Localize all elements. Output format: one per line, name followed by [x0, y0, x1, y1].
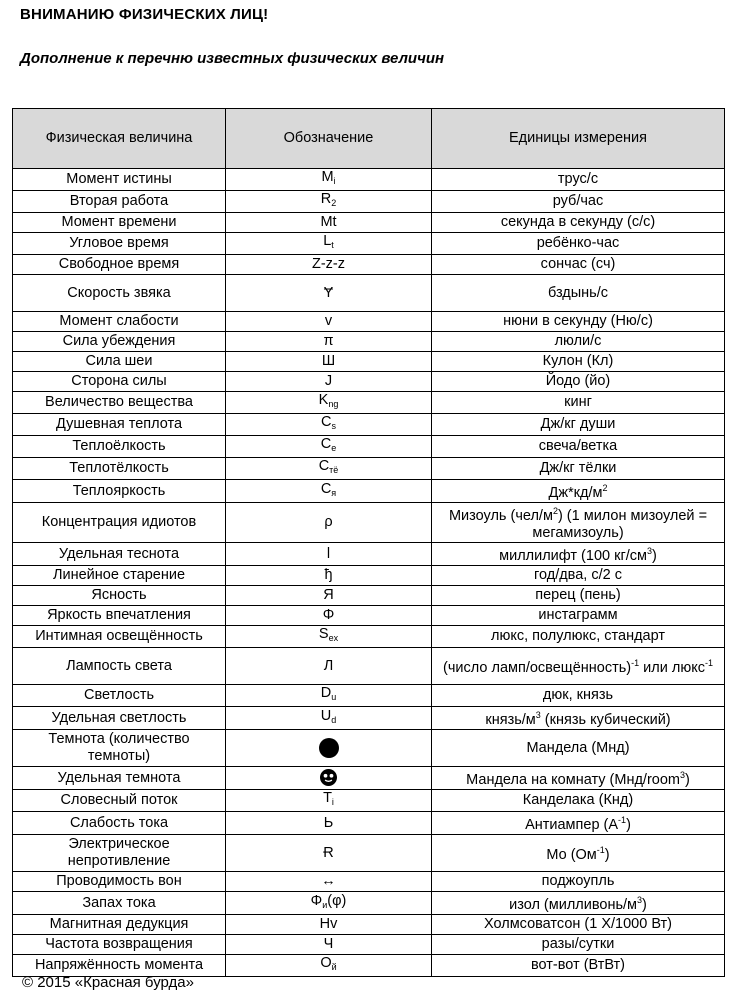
- unit-text: Кулон (Кл): [542, 353, 614, 369]
- unit-text: (князь кубический): [540, 712, 671, 728]
- quantity-name: Вторая работа: [13, 191, 226, 213]
- symbol-main: C: [321, 414, 332, 430]
- filled-circle-icon: [319, 738, 339, 758]
- unit-text: разы/сутки: [541, 936, 615, 952]
- quantity-unit: [432, 790, 725, 812]
- quantity-symbol: [226, 730, 432, 767]
- quantity-name: Удельная теснота: [13, 543, 226, 566]
- table-row: [13, 312, 725, 332]
- unit-text: бздынь/с: [547, 284, 609, 301]
- quantity-name: Яркость впечатления: [13, 606, 226, 626]
- table-row: [13, 626, 725, 648]
- symbol-main: C: [320, 436, 332, 452]
- symbol-subscript: ex: [328, 633, 339, 643]
- quantity-symbol: [226, 707, 432, 730]
- table-row: [13, 191, 725, 213]
- symbol-main: Ь: [323, 814, 334, 831]
- quantity-unit: [432, 352, 725, 372]
- symbol-main: Ч: [323, 936, 334, 952]
- unit-text: ): [685, 772, 690, 788]
- quantity-symbol: [226, 392, 432, 414]
- table-row: [13, 935, 725, 955]
- quantity-symbol: [226, 436, 432, 458]
- quantity-unit: [432, 503, 725, 543]
- symbol-main: Ɏ: [323, 284, 334, 301]
- table-row: [13, 685, 725, 707]
- symbol-subscript: я: [331, 487, 337, 498]
- smiley-face-icon: [320, 769, 337, 786]
- symbol-main: Φ: [310, 892, 323, 909]
- unit-text: ) (1 милон мизоулей = мегамизоуль): [532, 508, 708, 541]
- quantity-name: Момент истины: [13, 169, 226, 191]
- unit-text: люкс, полулюкс, стандарт: [491, 628, 665, 644]
- quantity-unit: [432, 707, 725, 730]
- unit-text: руб/час: [552, 193, 604, 209]
- unit-text: изол (милливонь/м: [509, 897, 638, 913]
- quantity-symbol: [226, 915, 432, 935]
- quantity-symbol: [226, 935, 432, 955]
- symbol-main: Mt: [320, 214, 337, 230]
- quantity-symbol: [226, 835, 432, 872]
- unit-text: секунда в секунду (с/с): [500, 214, 656, 230]
- unit-text: Дж/кг тёлки: [539, 460, 617, 476]
- quantity-name: Напряжённость момента: [13, 955, 226, 977]
- unit-text: Антиампер (А: [525, 817, 619, 833]
- page-title: ВНИМАНИЮ ФИЗИЧЕСКИХ ЛИЦ!: [20, 6, 269, 23]
- symbol-main: C: [318, 458, 330, 474]
- symbol-subscript: и: [322, 899, 328, 910]
- table-row: [13, 458, 725, 480]
- unit-text: Мандела на комнату (Мнд/room: [466, 772, 680, 788]
- unit-text: нюни в секунду (Ню/с): [503, 313, 653, 329]
- quantity-symbol: [226, 767, 432, 790]
- symbol-main: ↔: [321, 873, 336, 889]
- quantity-name: Слабость тока: [13, 812, 226, 835]
- quantity-unit: [432, 835, 725, 872]
- quantity-symbol: [226, 458, 432, 480]
- symbol-subscript: е: [331, 443, 337, 453]
- quantity-unit: [432, 312, 725, 332]
- unit-superscript: -1: [631, 658, 640, 668]
- symbol-main: J: [324, 373, 333, 389]
- unit-text: Канделака (Кнд): [522, 792, 634, 808]
- quantity-unit: [432, 935, 725, 955]
- table-row: [13, 372, 725, 392]
- table-row: [13, 915, 725, 935]
- quantity-unit: [432, 392, 725, 414]
- quantity-name: Угловое время: [13, 233, 226, 255]
- table-row: [13, 730, 725, 767]
- quantity-unit: [432, 812, 725, 835]
- table-row: [13, 414, 725, 436]
- quantity-unit: [432, 372, 725, 392]
- table-row: [13, 332, 725, 352]
- quantity-symbol: [226, 503, 432, 543]
- quantity-unit: [432, 767, 725, 790]
- quantity-symbol: [226, 332, 432, 352]
- unit-text: перец (пень): [535, 587, 621, 603]
- unit-text: Дж/кг души: [540, 416, 616, 432]
- quantity-symbol: [226, 606, 432, 626]
- table-row: [13, 392, 725, 414]
- quantity-unit: [432, 414, 725, 436]
- column-header-units: Единицы измерения: [432, 109, 725, 169]
- quantity-name: Электрическое непротивление: [13, 835, 226, 872]
- unit-superscript: 3: [647, 546, 653, 556]
- symbol-subscript: s: [331, 421, 336, 431]
- quantity-unit: [432, 480, 725, 503]
- symbol-main: S: [318, 626, 329, 642]
- table-row: [13, 169, 725, 191]
- quantity-name: Словесный поток: [13, 790, 226, 812]
- quantity-symbol: [226, 566, 432, 586]
- symbol-subscript: u: [331, 692, 337, 702]
- symbol-main: Ш: [321, 353, 336, 369]
- quantity-name: Скорость звяка: [13, 275, 226, 312]
- unit-superscript: 3: [535, 710, 541, 720]
- unit-text: вот-вот (ВтВт): [530, 957, 626, 973]
- quantity-symbol: [226, 191, 432, 213]
- quantity-unit: [432, 626, 725, 648]
- quantity-symbol: [226, 648, 432, 685]
- table-row: [13, 586, 725, 606]
- quantity-symbol: [226, 233, 432, 255]
- table-row: [13, 812, 725, 835]
- unit-superscript: 3: [679, 770, 685, 780]
- quantity-symbol: [226, 543, 432, 566]
- quantity-unit: [432, 586, 725, 606]
- unit-text: Йодо (йо): [545, 373, 611, 389]
- table-row: [13, 892, 725, 915]
- quantity-symbol: [226, 586, 432, 606]
- quantity-symbol: [226, 955, 432, 977]
- quantity-symbol: [226, 872, 432, 892]
- unit-text: Холмсоватсон (1 Х/1000 Вт): [483, 916, 672, 932]
- quantity-name: Проводимость вон: [13, 872, 226, 892]
- symbol-main: π: [323, 333, 334, 349]
- unit-text: сончас (сч): [540, 256, 616, 272]
- symbol-main: ђ: [324, 567, 333, 583]
- quantity-name: Сторона силы: [13, 372, 226, 392]
- symbol-subscript: ng: [328, 399, 339, 409]
- unit-text: миллилифт (100 кг/см: [499, 548, 647, 564]
- unit-text: трус/с: [557, 171, 599, 187]
- unit-superscript: -1: [704, 658, 713, 668]
- quantity-name: Частота возвращения: [13, 935, 226, 955]
- symbol-main: Ɍ: [323, 844, 334, 861]
- unit-text: Дж*кд/м: [548, 485, 603, 501]
- unit-text: люли/с: [554, 333, 602, 349]
- symbol-subscript: d: [331, 714, 337, 725]
- unit-text: ): [652, 548, 657, 564]
- unit-text: ребёнко-час: [536, 235, 620, 251]
- table-row: [13, 503, 725, 543]
- quantity-unit: [432, 191, 725, 213]
- symbol-subscript: 2: [331, 198, 337, 208]
- unit-text: инстаграмм: [538, 607, 618, 623]
- quantity-symbol: [226, 790, 432, 812]
- symbol-subscript: t: [331, 240, 334, 250]
- table-row: [13, 566, 725, 586]
- quantity-unit: [432, 255, 725, 275]
- quantity-symbol: [226, 213, 432, 233]
- quantity-name: Теплоёлкость: [13, 436, 226, 458]
- copyright: © 2015 «Красная бурда»: [22, 974, 194, 991]
- quantity-symbol: [226, 626, 432, 648]
- quantity-unit: [432, 606, 725, 626]
- unit-text: Мо (Ом: [546, 847, 597, 863]
- quantity-name: Светлость: [13, 685, 226, 707]
- quantity-unit: [432, 685, 725, 707]
- quantity-name: Магнитная дедукция: [13, 915, 226, 935]
- quantity-symbol: [226, 312, 432, 332]
- symbol-main: D: [320, 685, 332, 701]
- quantity-name: Удельная темнота: [13, 767, 226, 790]
- table-row: [13, 213, 725, 233]
- table-row: [13, 835, 725, 872]
- quantity-unit: [432, 955, 725, 977]
- quantity-unit: [432, 872, 725, 892]
- symbol-main: L: [323, 233, 332, 249]
- quantity-name: Душевная теплота: [13, 414, 226, 436]
- table-row: [13, 352, 725, 372]
- symbol-main: Φ: [322, 607, 335, 623]
- table-row: [13, 872, 725, 892]
- quantity-name: Момент времени: [13, 213, 226, 233]
- quantity-name: Сила шеи: [13, 352, 226, 372]
- quantities-table: [12, 108, 725, 977]
- table-row: [13, 543, 725, 566]
- quantity-name: Запах тока: [13, 892, 226, 915]
- symbol-main: Л: [323, 657, 334, 674]
- symbol-main: Я: [323, 587, 334, 603]
- symbol-subscript: тё: [329, 465, 339, 475]
- unit-text: год/два, с/2 с: [534, 567, 622, 583]
- table-row: [13, 606, 725, 626]
- symbol-main: ρ: [324, 514, 333, 530]
- quantity-unit: [432, 566, 725, 586]
- symbol-main: v: [324, 313, 333, 329]
- quantity-symbol: [226, 372, 432, 392]
- unit-text: ): [604, 847, 610, 863]
- unit-text: кинг: [564, 394, 592, 410]
- unit-text: ): [642, 897, 647, 913]
- quantity-unit: [432, 648, 725, 685]
- unit-text: Мандела (Мнд): [526, 739, 630, 756]
- table-row: [13, 707, 725, 730]
- unit-text: Мизоуль (чел/м: [448, 508, 553, 524]
- quantity-symbol: [226, 352, 432, 372]
- quantity-symbol: [226, 414, 432, 436]
- symbol-main: R: [320, 191, 332, 207]
- quantity-unit: [432, 543, 725, 566]
- unit-text: свеча/ветка: [538, 438, 618, 454]
- page-subtitle: Дополнение к перечню известных физических величин: [20, 50, 445, 67]
- symbol-main: U: [320, 707, 332, 724]
- quantity-unit: [432, 169, 725, 191]
- unit-text: поджоупль: [541, 873, 615, 889]
- table-row: [13, 255, 725, 275]
- quantity-symbol: [226, 255, 432, 275]
- symbol-main: M: [321, 169, 334, 185]
- table-row: [13, 480, 725, 503]
- quantity-name: Момент слабости: [13, 312, 226, 332]
- quantity-name: Сила убеждения: [13, 332, 226, 352]
- unit-text: ): [626, 817, 631, 833]
- unit-superscript: -1: [596, 845, 605, 855]
- table-row: [13, 436, 725, 458]
- symbol-main: T: [323, 790, 332, 806]
- unit-text: или люкс: [639, 660, 705, 676]
- column-header-symbol: Обозначение: [226, 109, 432, 169]
- quantity-name: Ясность: [13, 586, 226, 606]
- unit-superscript: 2: [602, 483, 608, 493]
- quantity-unit: [432, 892, 725, 915]
- symbol-main: Z-z-z: [311, 256, 345, 272]
- quantity-symbol: [226, 275, 432, 312]
- symbol-suffix: (φ): [327, 892, 347, 909]
- quantity-name: Свободное время: [13, 255, 226, 275]
- table-row: [13, 648, 725, 685]
- quantity-unit: [432, 213, 725, 233]
- unit-text: (число ламп/освещённость): [443, 660, 632, 676]
- symbol-main: Hv: [319, 916, 338, 932]
- quantity-name: Теплотёлкость: [13, 458, 226, 480]
- symbol-subscript: i: [331, 797, 334, 807]
- symbol-main: l: [326, 545, 331, 562]
- table-header-row: [13, 109, 725, 169]
- quantity-unit: [432, 458, 725, 480]
- table-row: [13, 790, 725, 812]
- quantity-name: Теплояркость: [13, 480, 226, 503]
- quantity-unit: [432, 233, 725, 255]
- quantity-unit: [432, 436, 725, 458]
- symbol-main: O: [320, 955, 332, 971]
- quantity-name: Линейное старение: [13, 566, 226, 586]
- unit-superscript: 2: [552, 506, 558, 516]
- table-row: [13, 275, 725, 312]
- quantity-name: Темнота (количество темноты): [13, 730, 226, 767]
- symbol-subscript: i: [333, 176, 336, 186]
- quantity-name: Концентрация идиотов: [13, 503, 226, 543]
- symbol-main: C: [320, 480, 332, 497]
- quantity-symbol: [226, 685, 432, 707]
- quantity-name: Интимная освещённость: [13, 626, 226, 648]
- quantity-unit: [432, 275, 725, 312]
- symbol-subscript: й: [331, 962, 337, 972]
- quantity-unit: [432, 332, 725, 352]
- unit-text: дюк, князь: [542, 687, 614, 703]
- unit-superscript: -1: [618, 815, 627, 825]
- quantity-unit: [432, 915, 725, 935]
- unit-superscript: 3: [637, 895, 643, 905]
- table-row: [13, 233, 725, 255]
- quantity-name: Величество вещества: [13, 392, 226, 414]
- quantity-unit: [432, 730, 725, 767]
- symbol-main: K: [318, 392, 329, 408]
- column-header-quantity: Физическая величина: [13, 109, 226, 169]
- quantity-name: Удельная светлость: [13, 707, 226, 730]
- unit-text: князь/м: [485, 712, 536, 728]
- quantity-symbol: [226, 892, 432, 915]
- quantity-name: Лампость света: [13, 648, 226, 685]
- quantity-symbol: [226, 812, 432, 835]
- quantity-symbol: [226, 169, 432, 191]
- table-row: [13, 767, 725, 790]
- quantity-symbol: [226, 480, 432, 503]
